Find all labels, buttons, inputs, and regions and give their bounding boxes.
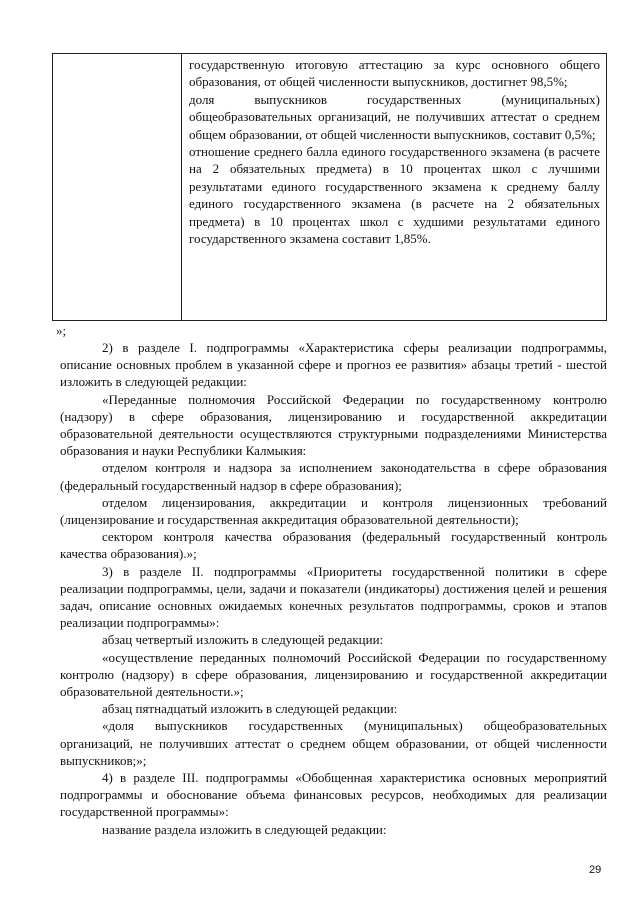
table-cell-paragraph: отношение среднего балла единого государственного экзамена (в расчете на 2 обязательных предмета) в 10 процентах школ с лучшими результатами единого государственного экзамена к среднему баллу единого государственного экзамена (в расчете на 2 обязательных предмета) в 10 процентах школ с худшими результатами единого государственного экзамена составит 1,85%.	[189, 144, 600, 247]
paragraph: отделом контроля и надзора за исполнением законодательства в сфере образования (федеральный государственный надзор в сфере образования);	[60, 460, 607, 493]
paragraph: «доля выпускников государственных (муниципальных) общеобразовательных организаций, не получивших аттестат о среднем общем образовании, от общей численности выпускников;»;	[60, 718, 607, 768]
indicators-table	[52, 53, 607, 321]
paragraph: 3) в разделе II. подпрограммы «Приоритеты государственной политики в сфере реализации подпрограммы, цели, задачи и показатели (индикаторы) достижения целей и решения задач, описание основных ожидаемых конечных результатов подпрограммы, сроков и этапов реализации подпрограммы»:	[60, 563, 607, 631]
paragraph: «Переданные полномочия Российской Федерации по государственному контролю (надзору) в сфере образования, лицензированию и государственной аккредитации образовательной деятельности осуществляются структурными подразделениями Министерства образования и науки Республики Калмыкия:	[60, 391, 607, 459]
table-cell-paragraph: доля выпускников государственных (муниципальных) общеобразовательных организаций, не получивших аттестат о среднем общем образовании, от общей численности выпускников, составит 0,5%;	[189, 91, 600, 142]
table-cell-paragraph: государственную итоговую аттестацию за курс основного общего образования, от общей численности выпускников, достигнет 98,5%;	[189, 57, 600, 90]
paragraph: 4) в разделе III. подпрограммы «Обобщенная характеристика основных мероприятий подпрограммы и обоснование объема финансовых ресурсов, необходимых для реализации государственной программы»:	[60, 770, 607, 820]
paragraph: абзац пятнадцатый изложить в следующей редакции:	[102, 701, 398, 717]
paragraph: «осуществление переданных полномочий Российской Федерации по государственному контролю (надзору) в сфере образования, лицензированию и государственной аккредитации образовательной деятельности.»;	[60, 649, 607, 700]
paragraph: название раздела изложить в следующей редакции:	[102, 821, 387, 837]
closing-quote: »;	[56, 323, 67, 338]
paragraph: абзац четвертый изложить в следующей редакции:	[102, 632, 384, 648]
paragraph: 2) в разделе I. подпрограммы «Характеристика сферы реализации подпрограммы, описание основных проблем в указанной сфере и прогноз ее развития» абзацы третий - шестой изложить в следующей редакции:	[60, 340, 607, 390]
paragraph: отделом лицензирования, аккредитации и контроля лицензионных требований (лицензирование и государственная аккредитация образовательной деятельности);	[60, 494, 607, 528]
body-text	[60, 339, 607, 838]
table-column-divider	[181, 54, 182, 320]
paragraph: сектором контроля качества образования (федеральный государственный контроль качества образования).»;	[60, 529, 607, 562]
page-number: 29	[589, 864, 602, 876]
table-right-cell	[189, 56, 600, 247]
